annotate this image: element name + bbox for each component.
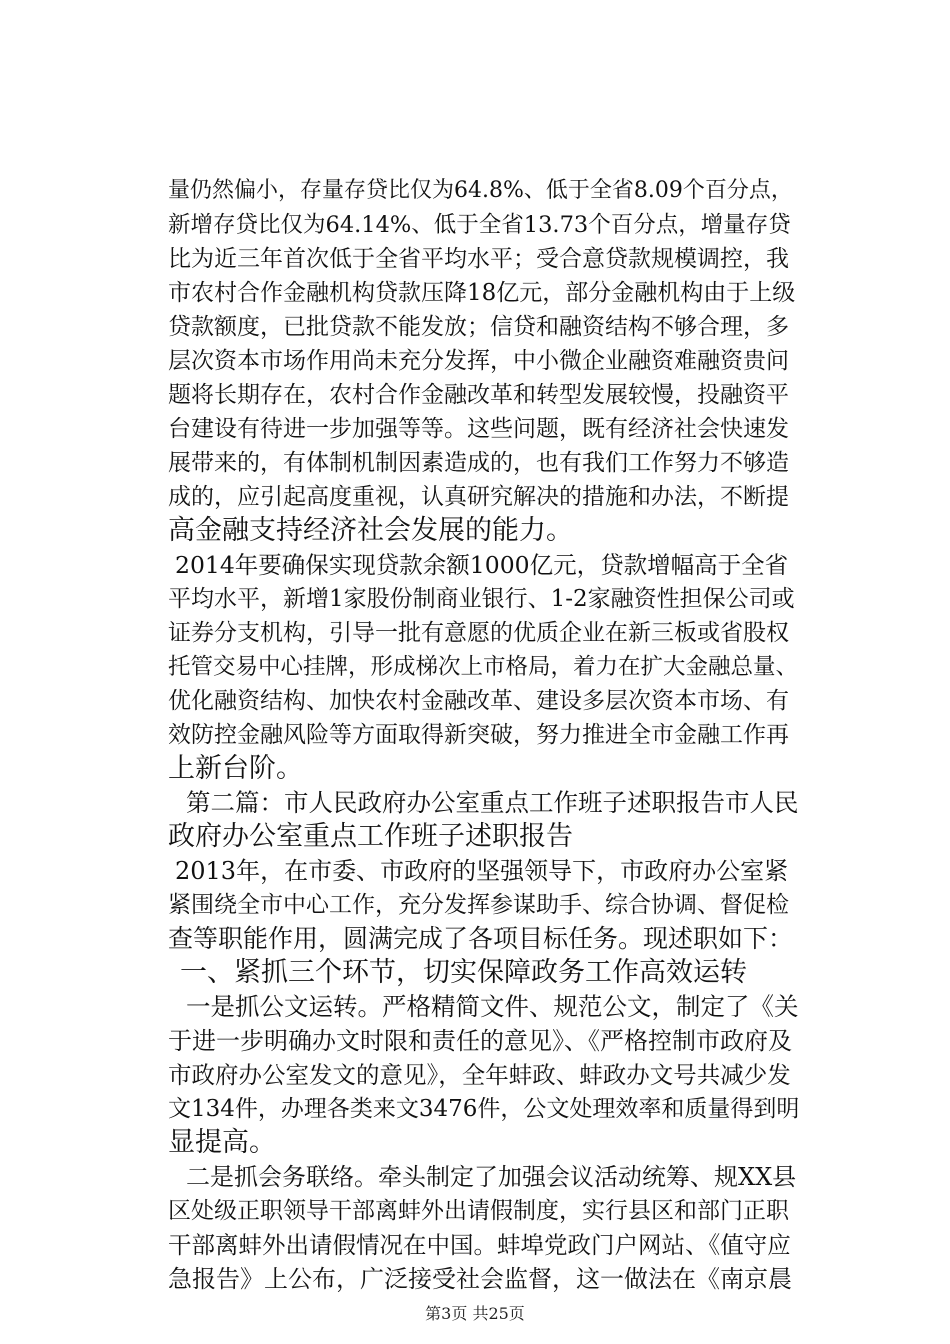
section-heading-line: 政府办公室重点工作班子述职报告 [168, 821, 573, 852]
paragraph-start-line: 一是抓公文运转。严格精简文件、规范公文，制定了《关 [186, 992, 799, 1021]
paragraph-start-line: 二是抓会务联络。牵头制定了加强会议活动统筹、规XX县 [186, 1163, 797, 1191]
text-line: 证券分支机构，引导一批有意愿的优质企业在新三板或省股权 [168, 620, 789, 646]
text-line: 查等职能作用，圆满完成了各项目标任务。现述职如下： [168, 924, 794, 953]
page-number-footer: 第3页 共25页 [425, 1304, 525, 1323]
subheading-line: 一、紧抓三个环节，切实保障政务工作高效运转 [180, 957, 747, 988]
text-line: 干部离蚌外出请假情况在中国。蚌埠党政门户网站、《值守应 [168, 1231, 791, 1259]
text-line: 显提高。 [168, 1127, 276, 1158]
text-line: 比为近三年首次低于全省平均水平；受合意贷款规模调控，我 [168, 246, 789, 272]
text-line: 层次资本市场作用尚未充分发挥，中小微企业融资难融资贵问 [168, 348, 789, 374]
text-line: 区处级正职领导干部离蚌外出请假制度，实行县区和部门正职 [168, 1198, 789, 1224]
text-line: 优化融资结构、加快农村金融改革、建设多层次资本市场、有 [168, 688, 789, 714]
section-heading-line: 第二篇：市人民政府办公室重点工作班子述职报告市人民 [186, 788, 799, 817]
text-line: 贷款额度，已批贷款不能发放；信贷和融资结构不够合理，多 [168, 314, 789, 340]
text-line: 台建设有待进一步加强等等。这些问题，既有经济社会快速发 [168, 416, 789, 442]
text-line: 效防控金融风险等方面取得新突破，努力推进全市金融工作再 [168, 722, 789, 748]
text-line: 市政府办公室发文的意见》，全年蚌政、蚌政办文号共减少发 [168, 1061, 791, 1089]
text-line: 高金融支持经济社会发展的能力。 [168, 515, 573, 546]
text-line: 题将长期存在，农村合作金融改革和转型发展较慢，投融资平 [168, 382, 789, 408]
paragraph-start-line: 2013年，在市委、市政府的坚强领导下，市政府办公室紧 [175, 857, 789, 885]
text-line: 市农村合作金融机构贷款压降18亿元，部分金融机构由于上级 [168, 280, 796, 306]
text-line: 新增存贷比仅为64.14%、低于全省13.73个百分点，增量存贷 [168, 212, 791, 238]
text-line: 展带来的，有体制机制因素造成的，也有我们工作努力不够造 [168, 450, 789, 476]
text-line: 成的，应引起高度重视，认真研究解决的措施和办法，不断提 [168, 484, 789, 510]
text-line: 平均水平，新增1家股份制商业银行、1-2家融资性担保公司或 [168, 586, 795, 612]
paragraph-start-line: 2014年要确保实现贷款余额1000亿元，贷款增幅高于全省 [175, 551, 789, 579]
text-line: 托管交易中心挂牌，形成梯次上市格局，着力在扩大金融总量、 [168, 654, 799, 680]
text-line: 上新台阶。 [168, 753, 303, 784]
text-line: 文134件，办理各类来文3476件，公文处理效率和质量得到明 [168, 1096, 800, 1122]
text-line: 紧围绕全市中心工作，充分发挥参谋助手、综合协调、督促检 [168, 892, 789, 918]
text-line: 量仍然偏小，存量存贷比仅为64.8%、低于全省8.09个百分点， [168, 178, 793, 203]
text-line: 急报告》上公布，广泛接受社会监督，这一做法在《南京晨 [168, 1265, 792, 1293]
text-line: 于进一步明确办文时限和责任的意见》、《严格控制市政府及 [168, 1027, 792, 1055]
